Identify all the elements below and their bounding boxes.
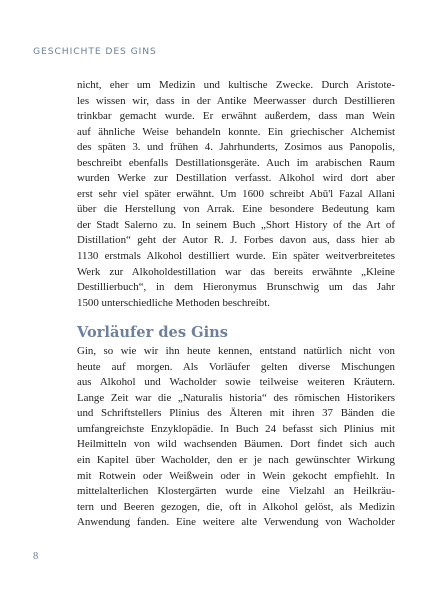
text-line: mittelalterlichen Klostergärten wurde eine Vielzahl an Heilkräu-	[77, 485, 395, 498]
text-line: Anwendung fanden. Eine weitere alte Verwendung von Wacholder	[77, 516, 395, 529]
text-line: Destillierbuch“, in dem Hieronymus Brunschwig um das Jahr	[77, 281, 395, 294]
text-line: nicht, eher um Medizin und kultische Zwecke. Durch Aristote-	[77, 79, 395, 91]
text-line: Gin, so wie wir ihn heute kennen, entstand natürlich nicht von	[77, 345, 395, 358]
page-number: 8	[33, 551, 39, 562]
text-line: heute auf morgen. Als Vorläufer gelten diverse Mischungen	[77, 360, 395, 373]
text-line: über die Herstellung von Arrak. Eine besondere Bedeutung kam	[77, 203, 395, 216]
text-line: Lange Zeit war die „Naturalis historia“ des römischen Historikers	[77, 391, 395, 404]
text-line: der Stadt Salerno zu. In seinem Buch „Short History of the Art of	[77, 218, 395, 231]
text-line: Werk zur Alkoholdestillation war das bereits erwähnte „Kleine	[77, 265, 395, 278]
text-line: trinkbar gemacht wurde. Er erwähnt außerdem, dass man Wein	[77, 110, 395, 123]
text-line: tern und Beeren gezogen, die, oft in Alkohol gelöst, als Medizin	[77, 500, 395, 513]
paragraph	[77, 78, 395, 311]
text-line: umfangreichste Enzyklopädie. In Buch 24 befasst sich Plinius mit	[77, 422, 395, 435]
text-block	[77, 78, 395, 531]
paragraph	[77, 344, 395, 531]
text-line: Heilmitteln von wild wachsenden Bäumen. Dort findet sich auch	[77, 438, 395, 451]
section-heading: Vorläufer des Gins	[77, 324, 228, 342]
text-line: aus Alkohol und Wacholder sowie teilweise weiteren Kräutern.	[77, 376, 395, 389]
text-line: les wissen wir, dass in der Antike Meerwasser durch Destillieren	[77, 94, 395, 107]
text-line: 1500 unterschiedliche Methoden beschreibt.	[77, 296, 270, 309]
text-line: Distillation“ geht der Autor R. J. Forbes davon aus, dass hier ab	[77, 234, 395, 247]
text-line: 1130 erstmals Alkohol destilliert wurde. Ein später weitverbreitetes	[77, 250, 395, 263]
text-line: wurden Werke zur Destillation verfasst. Alkohol wird dort aber	[77, 172, 395, 185]
text-line: und Schriftstellers Plinius des Älteren mit ihren 37 Bänden die	[77, 407, 395, 420]
text-line: ein Kapitel über Wacholder, den er je nach gewünschter Wirkung	[77, 454, 395, 467]
text-line: auf ähnliche Weise behandeln konnte. Ein griechischer Alchemist	[77, 125, 395, 138]
text-line: mit Rotwein oder Weißwein oder in Wein gekocht empfiehlt. In	[77, 469, 395, 482]
running-head: GESCHICHTE DES GINS	[33, 46, 157, 57]
text-line: erst sehr viel später erwähnt. Um 1600 schreibt Abū'l Fazal Allani	[77, 187, 395, 200]
text-line: des späten 3. und frühen 4. Jahrhunderts, Zosimos aus Panopolis,	[77, 141, 395, 154]
text-line: beschreibt ebenfalls Destillationsgeräte. Auch im arabischen Raum	[77, 156, 395, 169]
